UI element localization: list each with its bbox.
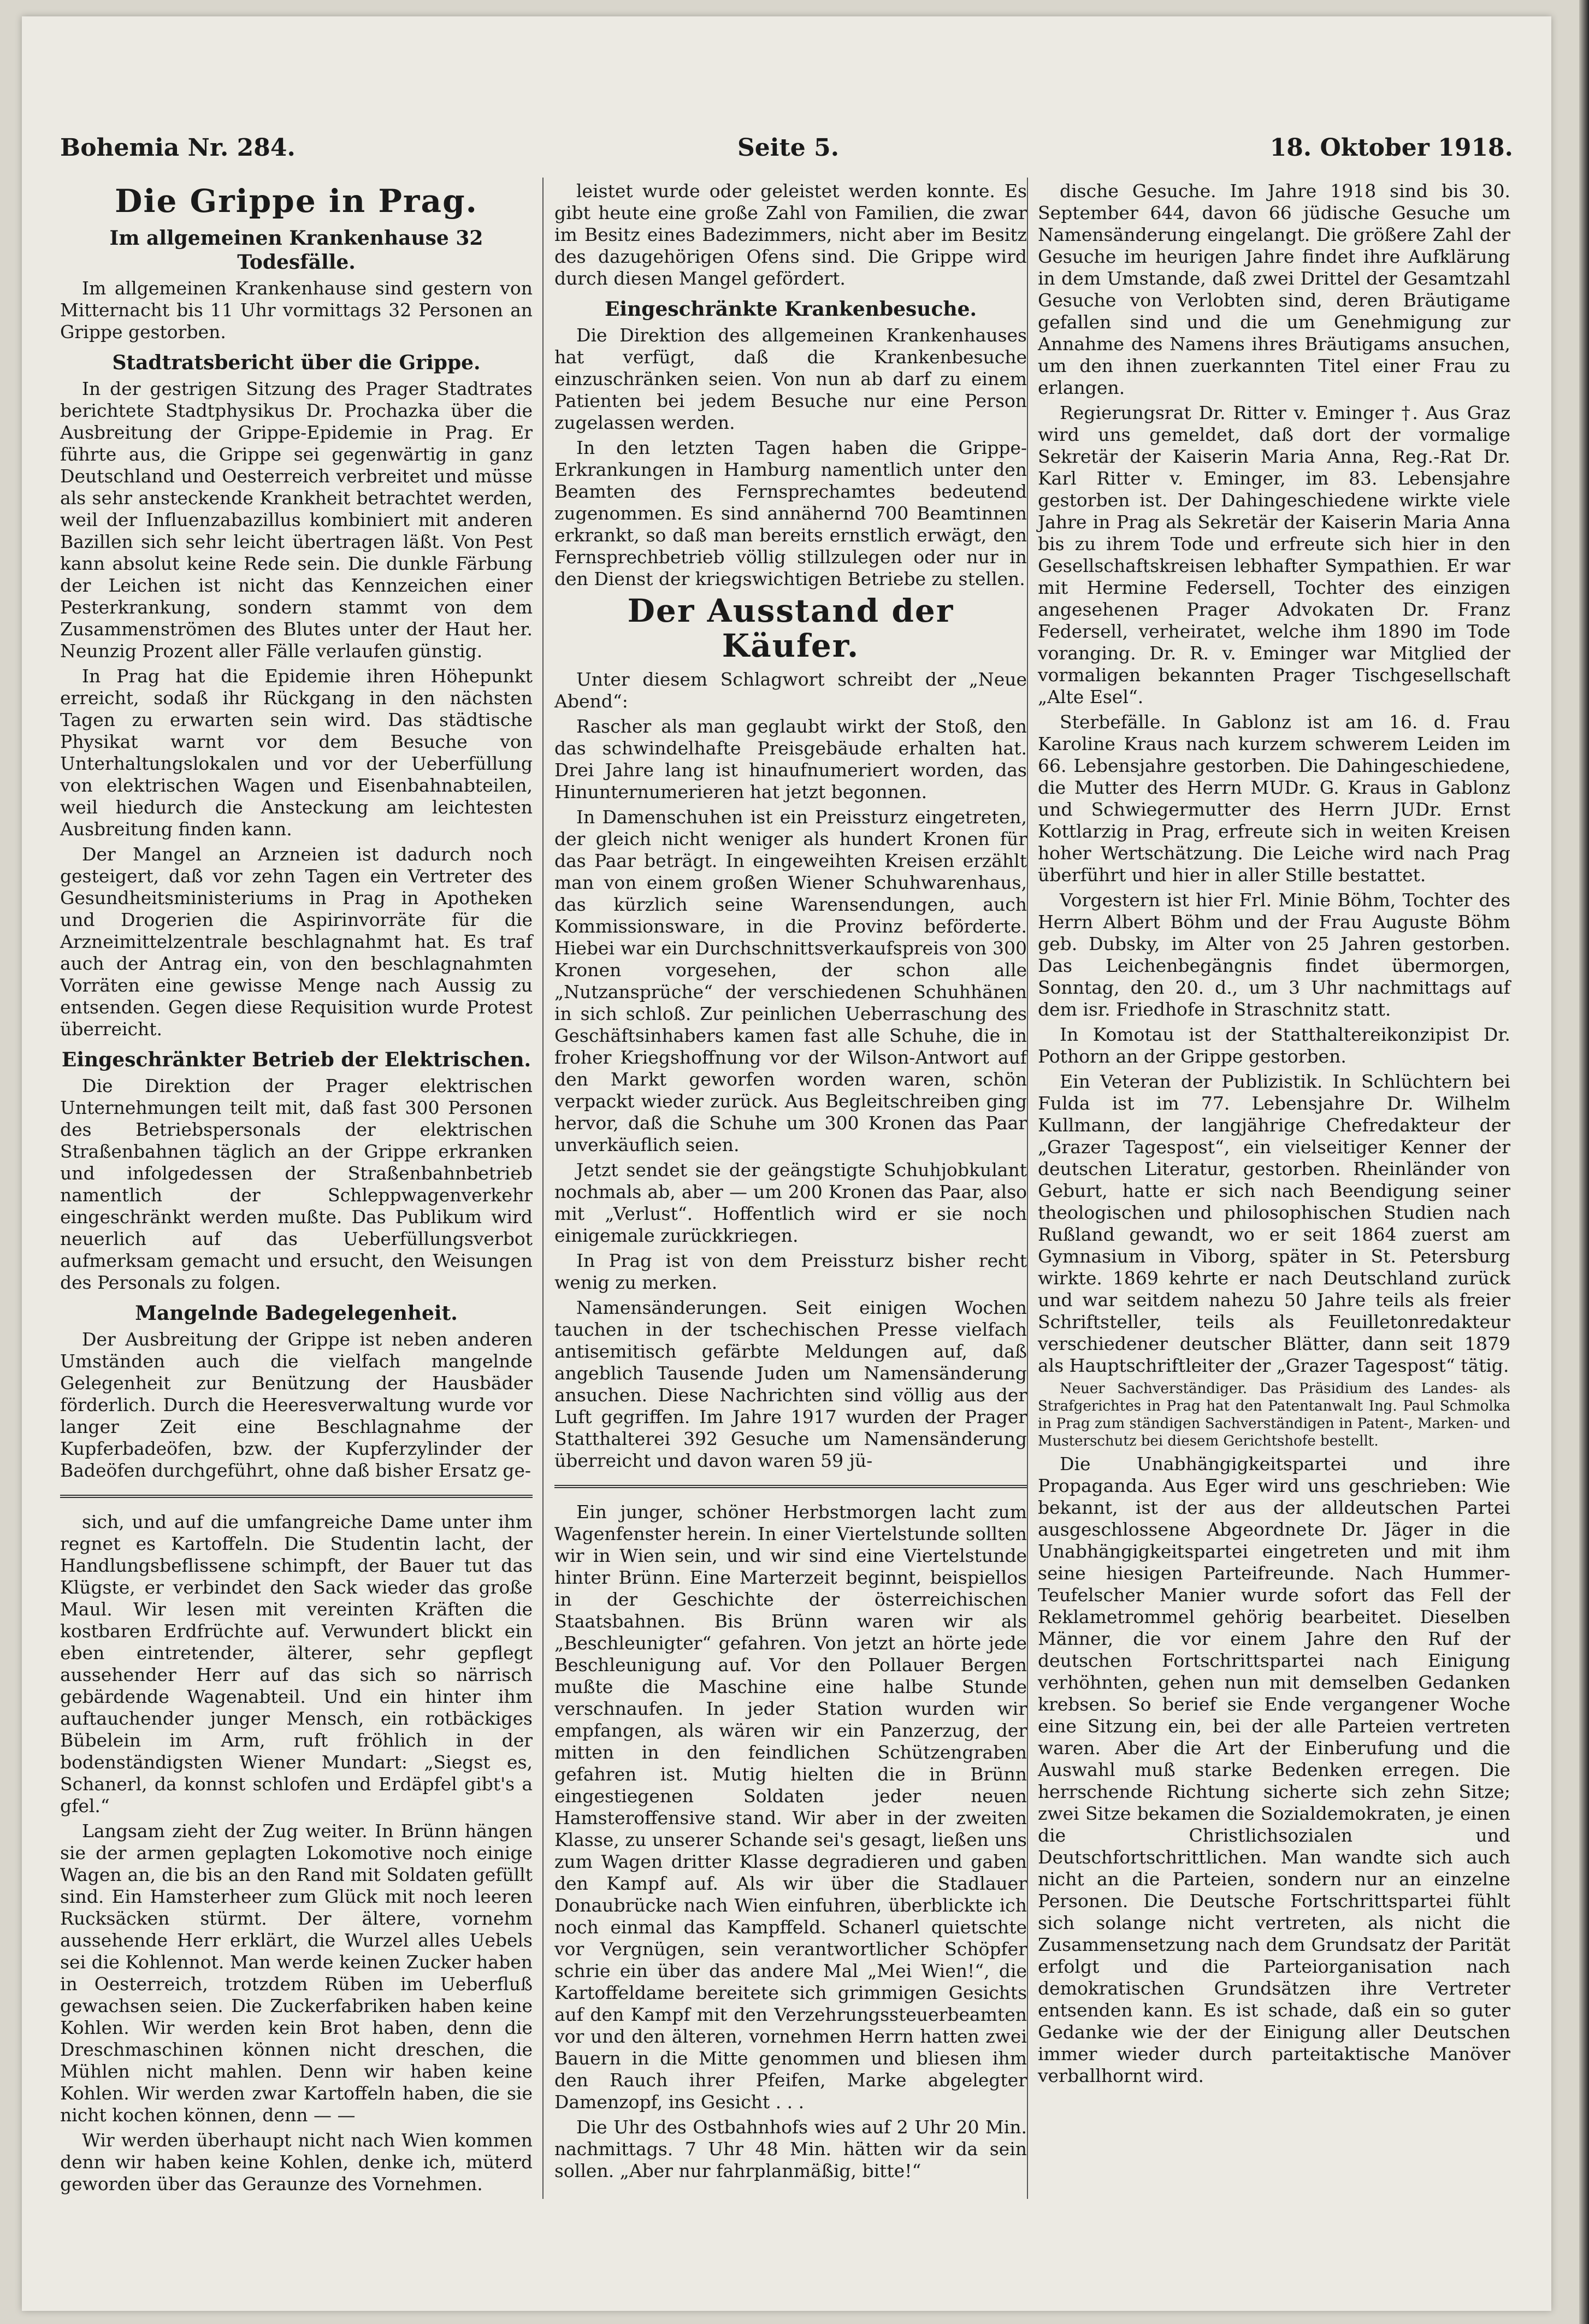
notice-paragraph: Neuer Sachverständiger. Das Präsidium des Landes- als Strafgerichtes in Prag hat den Patentanwalt Ing. Paul Schmolka in Prag zum ständigen Sachverständigen in Patent-, Marken- und Musterschutz bei diesem Gerichtshofe bestellt. [1038,1381,1510,1449]
page-number: Seite 5. [737,134,840,162]
paragraph: Der Ausbreitung der Grippe ist neben anderen Umständen auch die vielfach mangelnde Gelegenheit zur Benützung der Hausbäder förderlich. Durch die Heeresverwaltung wurde vor langer Zeit eine Beschlagnahme der Kupferbadeöfen, bzw. der Kupferzylinder der Badeöfen durchgeführt, ohne daß bisher Ersatz ge- [60,1329,533,1481]
paragraph: Unter diesem Schlagwort schreibt der „Neue Abend“: [554,669,1027,712]
paragraph: Jetzt sendet sie der geängstigte Schuhjobkulant nochmals ab, aber — um 200 Kronen das Paar, also mit „Verlust“. Hoffentlich wird er sie noch einigemale zurückkriegen. [554,1159,1027,1246]
paragraph: In den letzten Tagen haben die Grippe-Erkrankungen in Hamburg namentlich unter den Beamten des Fernsprechamtes bedeutend zugenommen. Es sind annähernd 700 Beamtinnen erkrankt, so daß man bereits ernstlich erwägt, den Fernsprechbetrieb völlig stillzulegen oder nur in den Dienst der kriegswichtigen Betriebe zu stellen. [554,437,1027,589]
paragraph: Die Unabhängigkeitspartei und ihre Propaganda. Aus Eger wird uns geschrieben: Wie bekannt, ist der aus der alldeutschen Partei ausgeschlossene Abgeordnete Dr. Jäger in die Unabhängigkeitspartei eingetreten und mit ihm seine hiesigen Parteifreunde. Nach Hummer-Teufelscher Manier wurde sofort das Fell der Reklametrommel gehörig bearbeitet. Dieselben Männer, die vor einem Jahre den Ruf der deutschen Fortschrittspartei nach Einigung verhöhnten, gehen nun mit demselben Gedanken krebsen. So berief sie Ende vergangener Woche eine Sitzung ein, bei der alle Parteien vertreten waren. Aber die Art der Einberufung und die Auswahl muß starke Bedenken erregen. Die herrschende Richtung sicherte sich zehn Sitze; zwei Sitze bekamen die Sozialdemokraten, je einen die Christlichsozialen und Deutschfortschrittlichen. Man wandte sich auch nicht an die Parteien, sondern nur an einzelne Personen. Die Deutsche Fortschrittspartei fühlt sich solange nicht vertreten, als nicht die Zusammensetzung nach dem Grundsatz der Parität erfolgt und die Parteiorganisation nach demokratischen Grundsätzen ihre Vertreter entsenden kann. Es ist schade, daß ein so guter Gedanke wie der der Einigung aller Deutschen immer wieder durch parteitaktische Manöver verballhornt wird. [1038,1453,1510,2086]
paragraph: Im allgemeinen Krankenhause sind gestern von Mitternacht bis 11 Uhr vormittags 32 Personen an Grippe gestorben. [60,278,533,343]
subheading: Eingeschränkte Krankenbesuche. [604,298,977,321]
paragraph: Der Mangel an Arzneien ist dadurch noch gesteigert, daß vor zehn Tagen ein Vertreter des Gesundheitsministeriums in Prag in Apotheken und Drogerien die Aspirinvorräte für die Arzneimittelzentrale beschlagnahmt hat. Es traf auch der Antrag ein, von den beschlagnahmten Vorräten eine gewisse Menge nach Aussig zu entsenden. Gegen diese Requisition wurde Protest überreicht. [60,844,533,1040]
paragraph: In Prag ist von dem Preissturz bisher recht wenig zu merken. [554,1250,1027,1293]
column-1 [60,180,533,2198]
article-title: Die Grippe in Prag. [115,182,478,220]
newspaper-page [22,16,1551,2311]
column-2 [554,180,1027,2185]
paragraph: Regierungsrat Dr. Ritter v. Eminger †. Aus Graz wird uns gemeldet, daß dort der vormalige Sekretär der Kaiserin Maria Anna, Reg.-Rat Dr. Karl Ritter v. Eminger, im 83. Lebensjahre gestorben ist. Der Dahingeschiedene wirkte viele Jahre in Prag als Sekretär der Kaiserin Maria Anna bis zu ihrem Tode und erfreute sich hier in den Gesellschaftskreisen lebhafter Sympathien. Er war mit Hermine Federsell, Tochter des einzigen angesehenen Prager Advokaten Dr. Franz Federsell, verheiratet, welche ihm 1890 im Tode voranging. Dr. R. v. Eminger war Mitglied der vormaligen bekannten Prager Tischgesellschaft „Alte Esel“. [1038,402,1510,707]
issue-date: 18. Oktober 1918. [1269,134,1513,162]
paragraph: Die Direktion des allgemeinen Krankenhauses hat verfügt, daß die Krankenbesuche einzuschränken seien. Von nun ab darf zu einem Patienten bei jedem Besuche nur eine Person zugelassen werden. [554,325,1027,433]
paragraph: dische Gesuche. Im Jahre 1918 sind bis 30. September 644, davon 66 jüdische Gesuche um Namensänderung eingelangt. Die größere Zahl der Gesuche im heurigen Jahre findet ihre Aufklärung in dem Umstande, daß zwei Drittel der Gesamtzahl Gesuche von Verlobten sind, deren Bräutigame gefallen sind und die um Genehmigung zur Annahme des Namens ihres Bräutigams ansuchen, um den ihnen zuerkannten Titel einer Frau zu erlangen. [1038,180,1510,398]
paragraph: leistet wurde oder geleistet werden konnte. Es gibt heute eine große Zahl von Familien, die zwar im Besitz eines Badezimmers, nicht aber im Besitz des dazugehörigen Ofens sind. Die Grippe wird durch diesen Mangel gefördert. [554,180,1027,289]
paragraph: In Damenschuhen ist ein Preissturz eingetreten, der gleich nicht weniger als hundert Kronen für das Paar beträgt. In eingeweihten Kreisen erzählt man von einem großen Wiener Schuhwarenhaus, das kürzlich seine Warensendungen, auch Kommissionsware, in die Provinz beförderte. Hiebei war ein Durchschnittsverkaufspreis von 300 Kronen vorgesehen, der schon alle „Nutzansprüche“ der verschiedenen Schuhhänen in sich schloß. Zur peinlichen Ueberraschung des Geschäftsinhabers kamen fast alle Schuhe, die in froher Kriegshoffnung vor der Wilson-Antwort auf den Markt geworfen worden waren, schön verpackt wieder zurück. Aus Begleitschreiben ging hervor, daß die Schuhe um 300 Kronen das Paar unverkäuflich seien. [554,806,1027,1155]
paragraph: In der gestrigen Sitzung des Prager Stadtrates berichtete Stadtphysikus Dr. Prochazka über die Ausbreitung der Grippe-Epidemie in Prag. Er führte aus, die Grippe sei gegenwärtig in ganz Deutschland und Oesterreich verbreitet und müsse als sehr ansteckende Krankheit betrachtet werden, weil der Influenzabazillus kombiniert mit anderen Bazillen sich sehr leicht übertragen läßt. Von Pest kann absolut keine Rede sein. Die dunkle Färbung der Leichen ist nicht das Kennzeichen einer Pesterkrankung, sondern stammt von dem Zusammenströmen des Blutes unter der Haut her. Neunzig Prozent aller Fälle verlaufen günstig. [60,378,533,662]
paragraph: Die Direktion der Prager elektrischen Unternehmungen teilt mit, daß fast 300 Personen des Betriebspersonals der elektrischen Straßenbahnen täglich an der Grippe erkranken und infolgedessen der Straßenbahnbetrieb namentlich der Schleppwagenverkehr eingeschränkt werden mußte. Das Publikum wird neuerlich auf das Ueberfüllungsverbot aufmerksam gemacht und ersucht, den Weisungen des Personals zu folgen. [60,1075,533,1293]
paragraph: In Prag hat die Epidemie ihren Höhepunkt erreicht, sodaß ihr Rückgang in den nächsten Tagen zu erwarten sein wird. Das städtische Physikat warnt vor dem Besuche von Unterhaltungslokalen und vor der Ueberfüllung von elektrischen Wagen und Eisenbahnabteilen, weil hiedurch die Ansteckung am leichtesten Ausbreitung finden kann. [60,665,533,840]
paragraph: Vorgestern ist hier Frl. Minie Böhm, Tochter des Herrn Albert Böhm und der Frau Auguste Böhm geb. Dubsky, im Alter von 25 Jahren gestorben. Das Leichenbegängnis findet übermorgen, Sonntag, den 20. d., um 3 Uhr nachmittags auf dem isr. Friedhofe in Straschnitz statt. [1038,889,1510,1020]
subheading: Eingeschränkter Betrieb der Elektrischen. [61,1048,531,1071]
subheading: Stadtratsbericht über die Grippe. [112,351,481,374]
feuilleton-paragraph: Langsam zieht der Zug weiter. In Brünn hängen sie der armen geplagten Lokomotive noch einige Wagen an, die bis an den Rand mit Soldaten gefüllt sind. Ein Hamsterheer zum Glück mit noch leeren Rucksäcken stürmt. Der ältere, vornehm aussehende Herr erklärt, die Wurzel alles Uebels sei die Kohlennot. Man werde keinen Zucker haben in Oesterreich, trotzdem Rüben im Ueberfluß gewachsen seien. Die Zuckerfabriken haben keine Kohlen. Wir werden kein Brot haben, denn die Dreschmaschinen können nicht dreschen, die Mühlen nicht mahlen. Denn wir haben keine Kohlen. Wir werden zwar Kartoffeln haben, die sie nicht kochen können, denn — — [60,1820,533,2126]
column-3 [1038,180,1510,2090]
paragraph: Ein Veteran der Publizistik. In Schlüchtern bei Fulda ist im 77. Lebensjahre Dr. Wilhelm Kullmann, der langjährige Chefredakteur der „Grazer Tagespost“, ein vielseitiger Kenner der deutschen Literatur, gestorben. Rheinländer von Geburt, hatte er sich nach Beendigung seiner theologischen und philosophischen Studien nach Rußland gewandt, wo er seit 1864 zuerst am Gymnasium in Viborg, später in St. Petersburg wirkte. 1869 kehrte er nach Deutschland zurück und war seitdem nahezu 50 Jahre teils als freier Schriftsteller, teils als Feuilletonredakteur verschiedener deutscher Blätter, dann seit 1879 als Hauptschriftleiter der „Grazer Tagespost“ tätig. [1038,1071,1510,1376]
subheading: Mangelnde Badegelegenheit. [135,1302,458,1325]
page-header [60,123,1513,167]
column-divider [542,178,544,2199]
feuilleton-paragraph: sich, und auf die umfangreiche Dame unter ihm regnet es Kartoffeln. Die Studentin lacht, der Handlungsbeflissene schimpft, der Bauer tut das Klügste, er verbindet den Sack wieder das große Maul. Wir lesen mit vereinten Kräften die kostbaren Erdfrüchte auf. Verwundert blickt ein eben eintretender, älterer, sehr gepflegt aussehender Herr auf das sich so närrisch gebärdende Wagenabteil. Und ein hinter ihm auftauchender junger Mensch, ein rotbäckiges Bübelein im Arm, ruft fröhlich in der bodenständigsten Wiener Mundart: „Siegst es, Schanerl, da konnst schlofen und Erdäpfel gibt's a gfel.“ [60,1511,533,1816]
page-edge-shadow [1579,0,1589,2324]
feuilleton-rule [60,1495,533,1498]
article-title: Der Ausstand der Käufer. [627,592,954,664]
column-divider [1027,178,1028,2199]
feuilleton-paragraph: Die Uhr des Ostbahnhofs wies auf 2 Uhr 20 Min. nachmittags. 7 Uhr 48 Min. hätten wir da sein sollen. „Aber nur fahrplanmäßig, bitte!“ [554,2116,1027,2181]
paragraph: Namensänderungen. Seit einigen Wochen tauchen in der tschechischen Presse vielfach antisemitisch gefärbte Meldungen auf, daß angeblich Tausende Juden um Namensänderung ansuchen. Diese Nachrichten sind völlig aus der Luft gegriffen. Im Jahre 1917 wurden der Prager Statthalterei 392 Gesuche um Namensänderung überreicht und davon waren 59 jü- [554,1297,1027,1471]
paragraph: Sterbefälle. In Gablonz ist am 16. d. Frau Karoline Kraus nach kurzem schwerem Leiden im 66. Lebensjahre gestorben. Die Dahingeschiedene, die Mutter des Herrn MUDr. G. Kraus in Gablonz und Schwiegermutter des Herrn JUDr. Ernst Kottlarzig in Prag, erfreute sich in weiten Kreisen hoher Wertschätzung. Die Leiche wird nach Prag überführt und hier in aller Stille bestattet. [1038,711,1510,886]
paragraph: In Komotau ist der Statthaltereikonzipist Dr. Pothorn an der Grippe gestorben. [1038,1024,1510,1067]
feuilleton-rule [554,1485,1027,1488]
paragraph: Rascher als man geglaubt wirkt der Stoß, den das schwindelhafte Preisgebäude erhalten hat. Drei Jahre lang ist hinaufnumeriert worden, das Hinunternumerieren hat jetzt begonnen. [554,716,1027,803]
issue-number: Bohemia Nr. 284. [60,134,296,162]
feuilleton-paragraph: Wir werden überhaupt nicht nach Wien kommen denn wir haben keine Kohlen, denke ich, müterd geworden über das Geraunze des Vornehmen. [60,2130,533,2195]
feuilleton-paragraph: Ein junger, schöner Herbstmorgen lacht zum Wagenfenster herein. In einer Viertelstunde sollten wir in Wien sein, und wir sind eine Viertelstunde hinter Brünn. Eine Marterzeit beginnt, beispiellos in der Geschichte der österreichischen Staatsbahnen. Bis Brünn waren wir als „Beschleunigter“ gefahren. Von jetzt an hörte jede Beschleunigung auf. Vor den Pollauer Bergen mußte die Maschine eine halbe Stunde verschnaufen. In jeder Station wurden wir empfangen, als wären wir ein Panzerzug, der mitten in den feindlichen Schützengraben gefahren ist. Mutig hielten die in Brünn eingestiegenen Soldaten jeder neuen Hamsteroffensive stand. Wir aber in der zweiten Klasse, zu unserer Schande sei's gesagt, ließen uns zum Wagen dritter Klasse degradieren und gaben den Kampf auf. Als wir über die Stadlauer Donaubrücke nach Wien einfuhren, überblickte ich noch einmal das Kampffeld. Schanerl quietschte vor Vergnügen, sein verantwortlicher Schöpfer schrie ein über das andere Mal „Mei Wien!“, die Kartoffeldame bereitete sich grimmigen Gesichts auf den Kampf mit den Verzehrungssteuerbeamten vor und den älteren, vornehmen Herrn hatten zwei Bauern in die Mitte genommen und bliesen ihm den Rauch ihrer Pfeifen, Marke abgelegter Damenzopf, ins Gesicht . . . [554,1501,1027,2113]
subheading: Im allgemeinen Krankenhause 32 Todesfälle. [109,227,483,274]
